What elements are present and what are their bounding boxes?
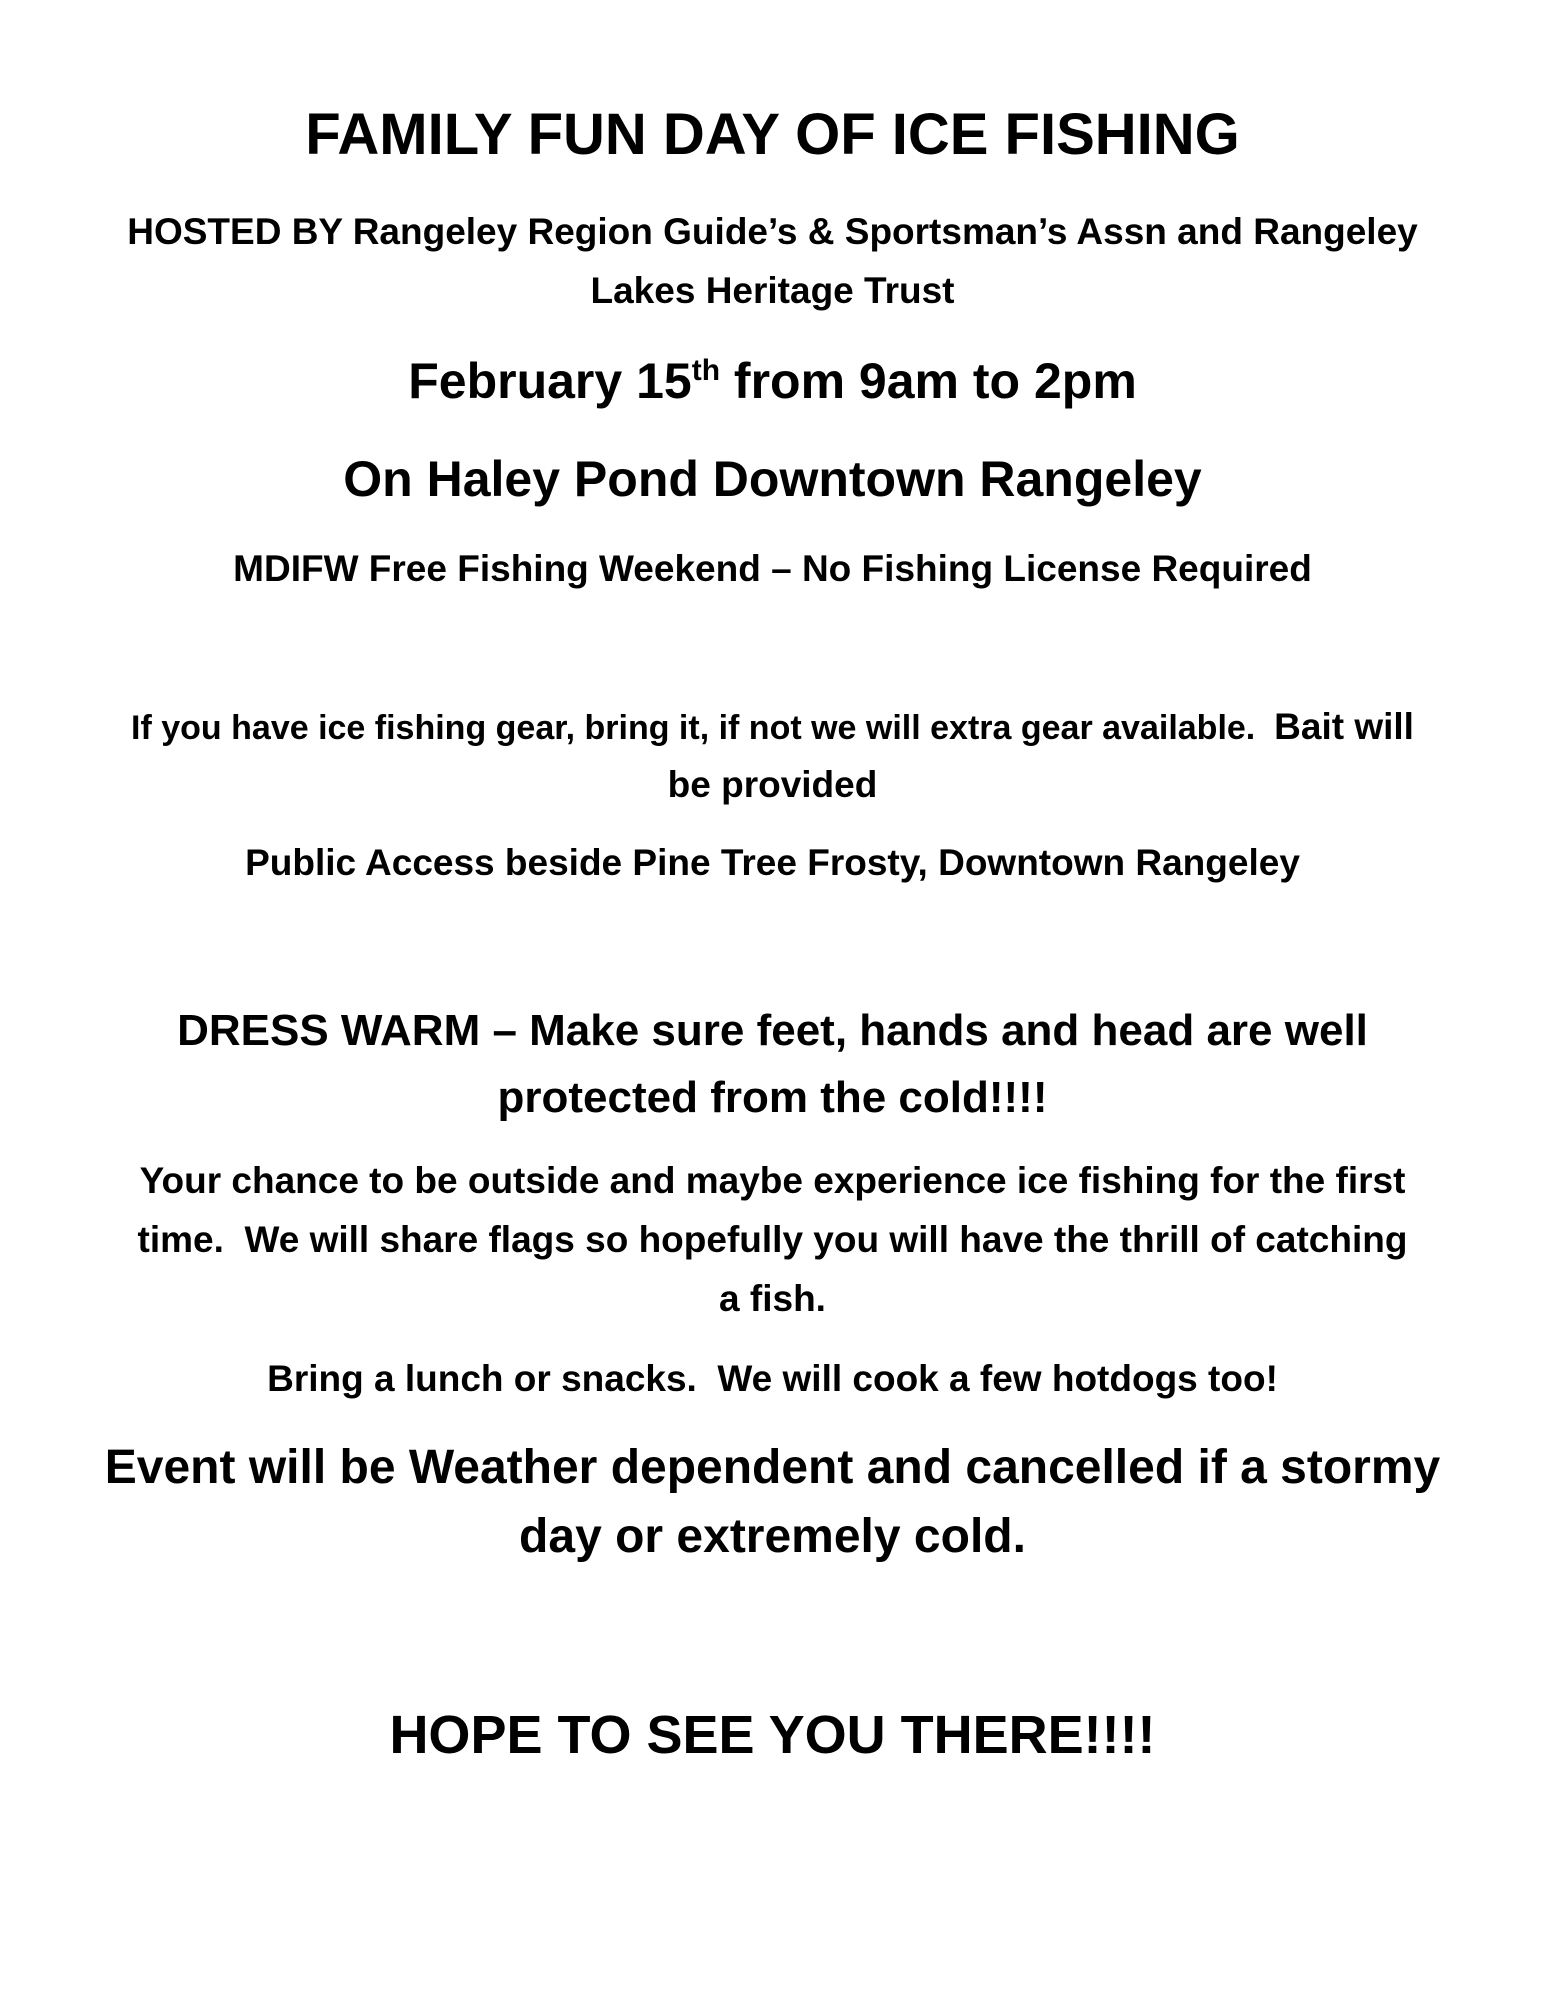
event-date: [70, 349, 1475, 413]
event-location: On Haley Pond Downtown Rangeley: [343, 451, 1202, 507]
gear-line-1-main: If you have ice fishing gear, bring it, if not we will extra gear available.: [131, 709, 1275, 747]
weather-line-1: Event will be Weather dependent and cancelled if a stormy: [104, 1441, 1441, 1494]
gear-line-1: [70, 702, 1475, 753]
chance-line-1: Your chance to be outside and maybe experience ice fishing for the first: [139, 1160, 1406, 1201]
flyer-title: FAMILY FUN DAY OF ICE FISHING: [305, 102, 1240, 167]
event-date-superscript: th: [691, 354, 721, 387]
gear-line-2: be provided: [667, 764, 878, 805]
weather-line-2: day or extremely cold.: [519, 1510, 1026, 1563]
event-date-suffix: from 9am to 2pm: [720, 353, 1137, 409]
hosted-by-line-2: Lakes Heritage Trust: [590, 270, 955, 311]
chance-line-3: a fish.: [719, 1278, 826, 1319]
hosted-by-line-1: HOSTED BY Rangeley Region Guide’s & Sportsman’s Assn and Rangeley: [127, 211, 1418, 252]
dress-warm-line-2: protected from the cold!!!!: [497, 1073, 1048, 1122]
public-access: Public Access beside Pine Tree Frosty, Downtown Rangeley: [245, 842, 1300, 883]
dress-warm-line-1: DRESS WARM – Make sure feet, hands and head are well: [177, 1006, 1368, 1055]
closing-line: HOPE TO SEE YOU THERE!!!!: [389, 1705, 1156, 1765]
gear-line-1-bait: Bait will: [1274, 706, 1414, 747]
free-fishing-notice: MDIFW Free Fishing Weekend – No Fishing License Required: [233, 548, 1312, 589]
event-date-prefix: February 15: [408, 353, 692, 409]
lunch-notice: Bring a lunch or snacks. We will cook a few hotdogs too!: [267, 1358, 1278, 1399]
chance-line-2: time. We will share flags so hopefully you will have the thrill of catching: [137, 1219, 1408, 1260]
